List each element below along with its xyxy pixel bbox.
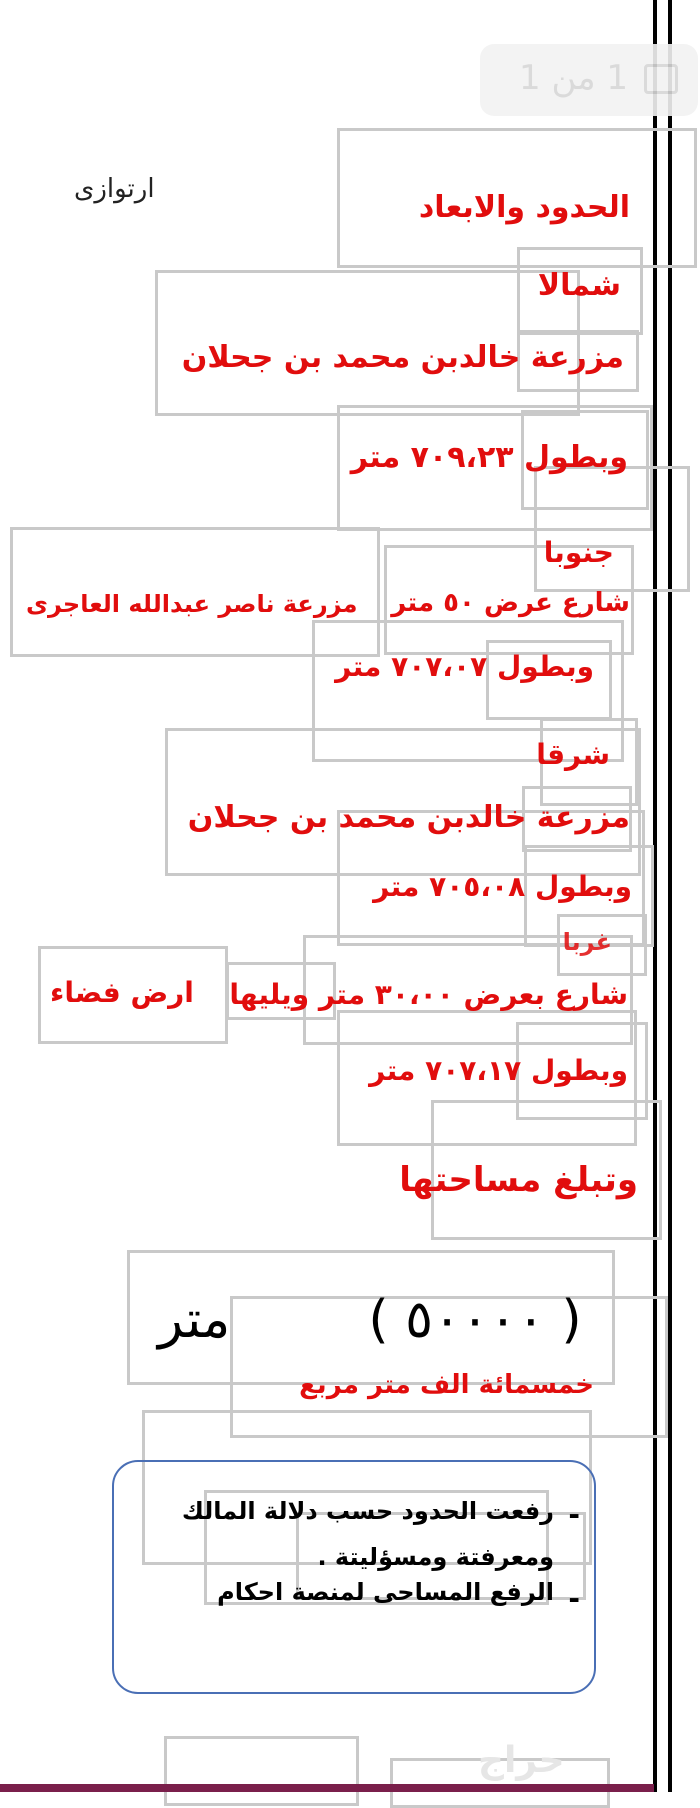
south-label: جنوبا bbox=[543, 536, 614, 569]
boundaries-title: الحدود والابعاد bbox=[418, 190, 630, 225]
north-line2: وبطول ٧٠٩،٢٣ متر bbox=[350, 440, 628, 475]
artesian-label: ارتوازى bbox=[74, 174, 155, 204]
area-label: وتبلغ مساحتها bbox=[399, 1160, 638, 1200]
west-line2: وبطول ٧٠٧،١٧ متر bbox=[369, 1054, 628, 1087]
note-item: رفعت الحدود حسب دلالة المالك ومعرفتة ومسؤليتة . bbox=[181, 1497, 554, 1571]
page-indicator-text: 1 من 1 bbox=[519, 58, 628, 98]
east-line1: مزرعة خالدبن محمد بن جحلان bbox=[187, 800, 630, 835]
area-value: ( ٥٠٠٠٠ ) bbox=[368, 1290, 582, 1350]
watermark: حراج bbox=[478, 1740, 565, 1781]
page-indicator[interactable] bbox=[480, 44, 698, 116]
south-line1-left: مزرعة ناصر عبدالله العاجرى bbox=[26, 590, 358, 618]
note-item: الرفع المساحى لمنصة احكام bbox=[217, 1578, 554, 1606]
area-unit: متر bbox=[158, 1290, 231, 1350]
west-line1-right: شارع بعرض ٣٠،٠٠ متر ويليها bbox=[229, 978, 628, 1011]
bottom-bar bbox=[0, 1784, 654, 1792]
pages-icon bbox=[644, 64, 678, 94]
annotation-box bbox=[164, 1736, 359, 1806]
note-bullet: - bbox=[568, 1582, 580, 1615]
note-bullet: - bbox=[568, 1498, 580, 1531]
page-edge-line-2 bbox=[668, 0, 672, 1792]
east-label: شرقا bbox=[536, 738, 610, 771]
area-words: خمسمائة الف متر مربع bbox=[299, 1370, 594, 1400]
north-label: شمالا bbox=[537, 268, 621, 303]
east-line2: وبطول ٧٠٥،٠٨ متر bbox=[373, 870, 632, 903]
west-label: غربا bbox=[562, 928, 612, 956]
north-line1: مزرعة خالدبن محمد بن جحلان bbox=[181, 340, 624, 375]
south-line2: وبطول ٧٠٧،٠٧ متر bbox=[335, 650, 594, 683]
notes-box bbox=[112, 1460, 596, 1694]
west-line1-left: ارض فضاء bbox=[50, 976, 194, 1009]
south-line1-right: شارع عرض ٥٠ متر bbox=[391, 588, 630, 618]
